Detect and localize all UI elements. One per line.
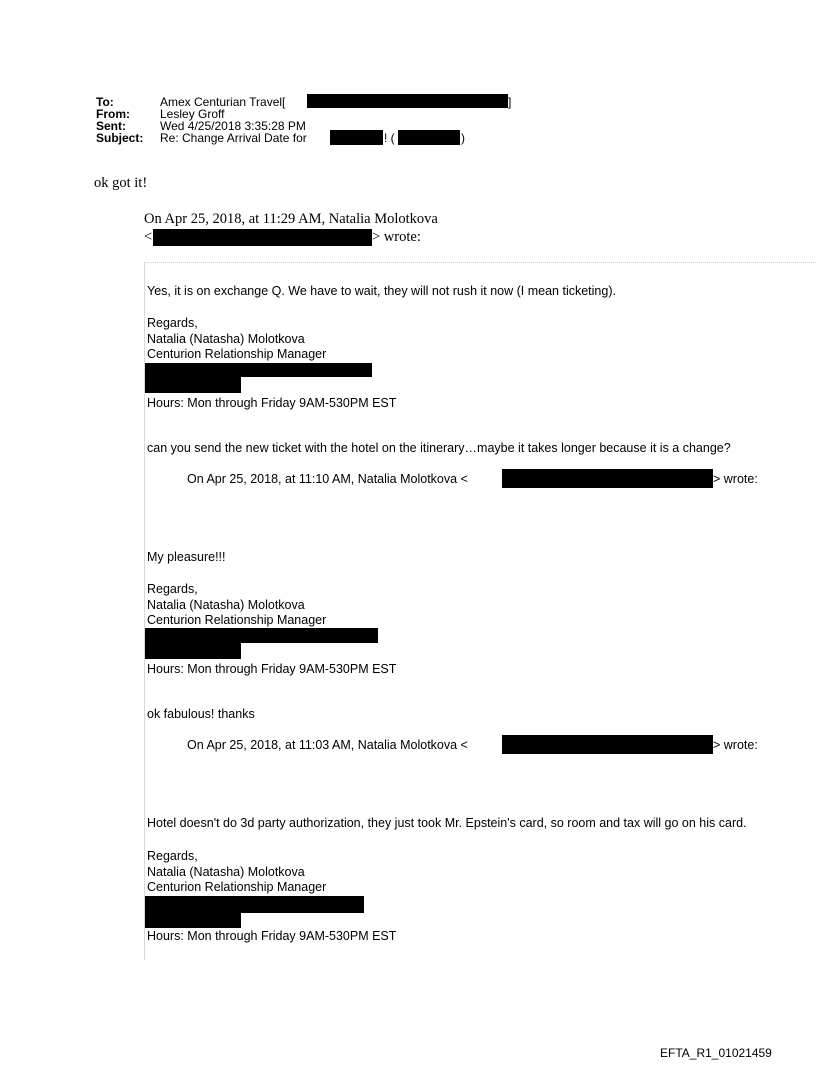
signature-name: Natalia (Natasha) Molotkova — [147, 865, 305, 879]
redaction-block — [145, 628, 378, 643]
to-label: To: — [96, 95, 114, 109]
sent-value: Wed 4/25/2018 3:35:28 PM — [160, 119, 306, 133]
redaction-block — [330, 130, 383, 145]
to-value: Amex Centurian Travel[ — [160, 95, 286, 109]
signature-hours: Hours: Mon through Friday 9AM-530PM EST — [147, 396, 397, 410]
reply-text: ok got it! — [94, 175, 148, 191]
to-close-bracket: ] — [508, 95, 512, 109]
signature-regards: Regards, — [147, 849, 198, 863]
redaction-block — [145, 643, 241, 659]
quote-intro-2-end: > wrote: — [713, 472, 758, 486]
redaction-block — [145, 377, 241, 393]
signature-hours: Hours: Mon through Friday 9AM-530PM EST — [147, 929, 397, 943]
document-id: EFTA_R1_01021459 — [660, 1046, 772, 1060]
signature-regards: Regards, — [147, 316, 198, 330]
quote-intro-2: On Apr 25, 2018, at 11:10 AM, Natalia Molotkova < — [187, 472, 468, 486]
quote-divider — [144, 262, 816, 264]
redaction-block — [502, 735, 713, 754]
redaction-block — [145, 363, 372, 377]
quote-intro-3: On Apr 25, 2018, at 11:03 AM, Natalia Molotkova < — [187, 738, 468, 752]
redaction-block — [502, 469, 713, 488]
message-body: My pleasure!!! — [147, 550, 226, 564]
redaction-block — [398, 130, 460, 145]
signature-hours: Hours: Mon through Friday 9AM-530PM EST — [147, 662, 397, 676]
subject-mid: ! ( — [384, 131, 395, 145]
message-body: ok fabulous! thanks — [147, 707, 255, 721]
message-body: Yes, it is on exchange Q. We have to wait, they will not rush it now (I mean ticketing). — [147, 284, 616, 298]
redaction-block — [145, 913, 241, 928]
redaction-block — [307, 94, 508, 108]
message-body: Hotel doesn't do 3d party authorization, they just took Mr. Epstein's card, so room and tax will go on his card. — [147, 816, 747, 830]
signature-title: Centurion Relationship Manager — [147, 613, 327, 627]
sent-label: Sent: — [96, 119, 126, 133]
quote-intro-open: < — [144, 229, 153, 245]
signature-title: Centurion Relationship Manager — [147, 880, 327, 894]
quote-intro-3-end: > wrote: — [713, 738, 758, 752]
from-label: From: — [96, 107, 130, 121]
signature-name: Natalia (Natasha) Molotkova — [147, 598, 305, 612]
quote-intro-close: > wrote: — [372, 229, 421, 245]
subject-end: ) — [461, 131, 465, 145]
signature-regards: Regards, — [147, 582, 198, 596]
quote-intro-line1: On Apr 25, 2018, at 11:29 AM, Natalia Molotkova — [144, 211, 438, 227]
subject-label: Subject: — [96, 131, 144, 145]
signature-title: Centurion Relationship Manager — [147, 347, 327, 361]
message-body: can you send the new ticket with the hotel on the itinerary…maybe it takes longer because it is a change? — [147, 441, 731, 455]
from-value: Lesley Groff — [160, 107, 225, 121]
redaction-block — [145, 896, 364, 913]
redaction-block — [153, 229, 372, 246]
signature-name: Natalia (Natasha) Molotkova — [147, 332, 305, 346]
subject-value: Re: Change Arrival Date for — [160, 131, 307, 145]
